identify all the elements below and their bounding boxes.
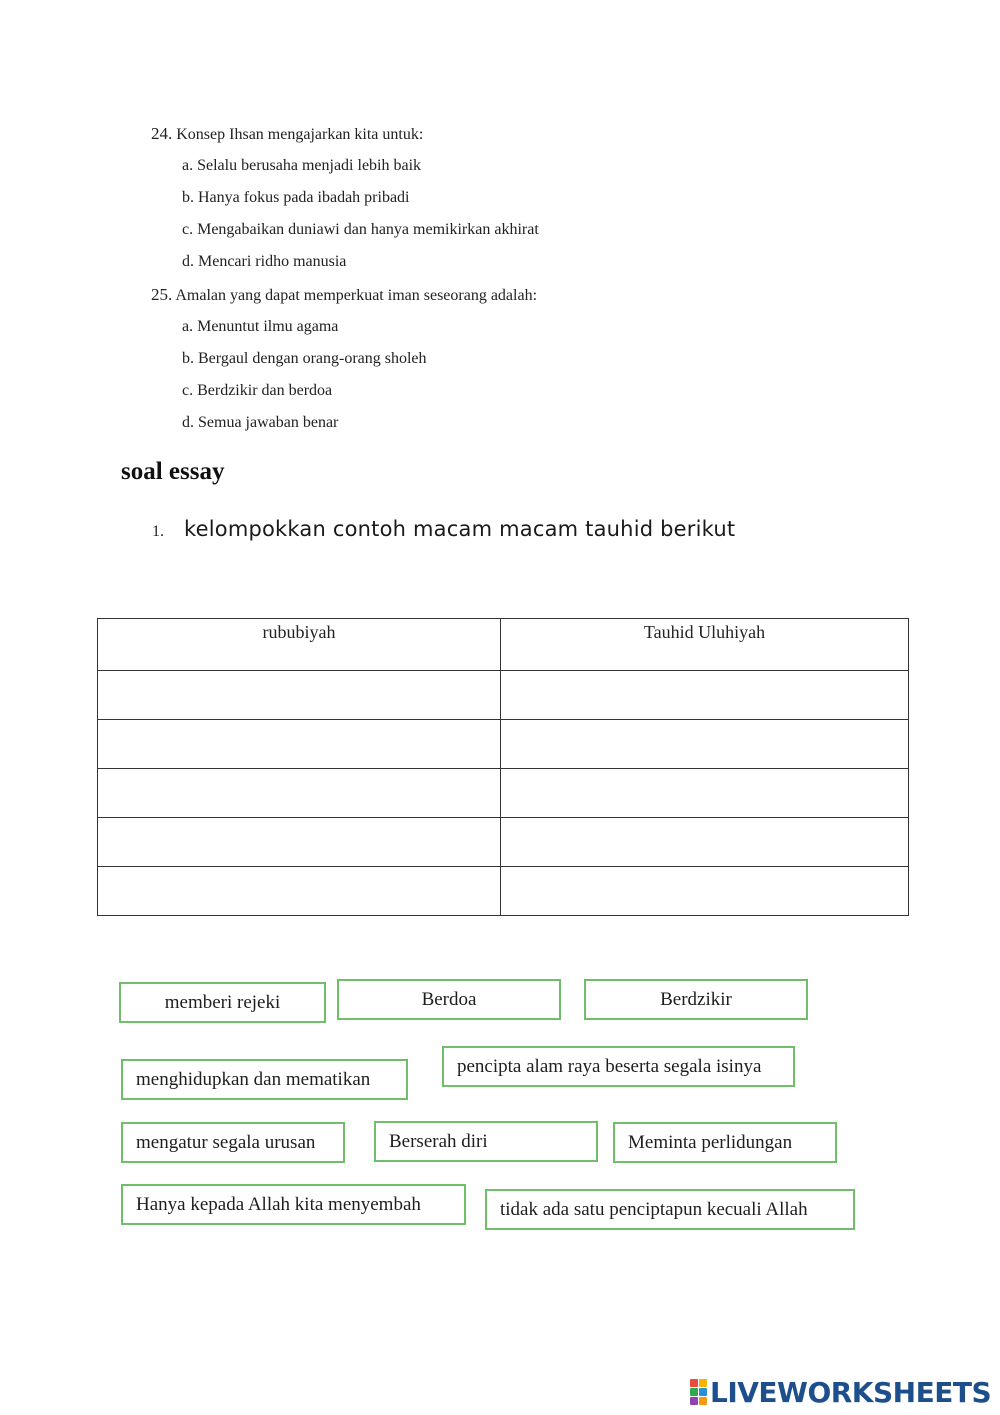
table-row bbox=[98, 818, 909, 867]
option-25-c: c. Berdzikir dan berdoa bbox=[182, 382, 333, 399]
drop-cell-rububiyah[interactable] bbox=[98, 818, 501, 867]
drag-chip-mengatur[interactable] bbox=[121, 1122, 345, 1163]
column-header-rububiyah: rububiyah bbox=[98, 619, 501, 671]
chip-label: Hanya kepada Allah kita menyembah bbox=[136, 1194, 421, 1215]
table-row bbox=[98, 671, 909, 720]
drag-chip-menyembah[interactable] bbox=[121, 1184, 466, 1225]
chip-label: menghidupkan dan mematikan bbox=[136, 1069, 371, 1090]
drop-cell-uluhiyah[interactable] bbox=[501, 720, 909, 769]
drag-chip-berserah-diri[interactable] bbox=[374, 1121, 598, 1162]
option-25-b: b. Bergaul dengan orang-orang sholeh bbox=[182, 350, 427, 367]
drag-chip-memberi-rejeki[interactable] bbox=[119, 982, 326, 1023]
option-24-a: a. Selalu berusaha menjadi lebih baik bbox=[182, 157, 422, 174]
question-24 bbox=[151, 124, 423, 145]
essay-question-1 bbox=[152, 517, 735, 541]
logo-tile bbox=[699, 1388, 707, 1396]
question-text: Konsep Ihsan mengajarkan kita untuk: bbox=[176, 126, 424, 143]
chip-label: mengatur segala urusan bbox=[136, 1132, 316, 1153]
chip-label: Berdoa bbox=[421, 989, 477, 1010]
chip-label: memberi rejeki bbox=[164, 992, 281, 1013]
drop-cell-rububiyah[interactable] bbox=[98, 720, 501, 769]
option-24-c: c. Mengabaikan duniawi dan hanya memikirkan akhirat bbox=[182, 221, 539, 238]
essay-text: kelompokkan contoh macam macam tauhid berikut bbox=[184, 517, 736, 541]
drag-chip-tidak-ada-pencipta[interactable] bbox=[485, 1189, 855, 1230]
chip-label: Berdzikir bbox=[660, 989, 732, 1010]
drag-chip-meminta-perlindungan[interactable] bbox=[613, 1122, 837, 1163]
table-row bbox=[98, 769, 909, 818]
table-row bbox=[98, 867, 909, 916]
question-number: 24. bbox=[151, 124, 173, 143]
drop-cell-rububiyah[interactable] bbox=[98, 769, 501, 818]
logo-tile bbox=[699, 1397, 707, 1405]
question-text: Amalan yang dapat memperkuat iman seseorang adalah: bbox=[175, 287, 538, 304]
logo-tile bbox=[690, 1379, 698, 1387]
option-25-a: a. Menuntut ilmu agama bbox=[182, 318, 339, 335]
drag-chip-pencipta-alam[interactable] bbox=[442, 1046, 795, 1087]
drop-cell-rububiyah[interactable] bbox=[98, 671, 501, 720]
liveworksheets-logo bbox=[690, 1376, 991, 1408]
logo-tile bbox=[699, 1379, 707, 1387]
drop-cell-uluhiyah[interactable] bbox=[501, 867, 909, 916]
option-25-d: d. Semua jawaban benar bbox=[182, 414, 339, 431]
essay-number: 1. bbox=[152, 523, 164, 540]
drop-cell-rububiyah[interactable] bbox=[98, 867, 501, 916]
option-24-d: d. Mencari ridho manusia bbox=[182, 253, 347, 270]
drop-cell-uluhiyah[interactable] bbox=[501, 818, 909, 867]
logo-icon bbox=[690, 1379, 707, 1405]
logo-text: LIVEWORKSHEETS bbox=[710, 1375, 992, 1409]
grouping-table bbox=[97, 618, 909, 916]
drag-chip-menghidupkan[interactable] bbox=[121, 1059, 408, 1100]
question-number: 25. bbox=[151, 285, 173, 304]
logo-tile bbox=[690, 1397, 698, 1405]
chip-label: tidak ada satu penciptapun kecuali Allah bbox=[500, 1199, 808, 1220]
logo-tile bbox=[690, 1388, 698, 1396]
chip-label: pencipta alam raya beserta segala isinya bbox=[457, 1056, 762, 1077]
chip-label: Meminta perlidungan bbox=[628, 1132, 793, 1153]
section-title: soal essay bbox=[121, 458, 225, 485]
table-row bbox=[98, 720, 909, 769]
question-25 bbox=[151, 285, 537, 306]
chip-label: Berserah diri bbox=[389, 1131, 488, 1152]
drag-chip-berdoa[interactable] bbox=[337, 979, 561, 1020]
table-header-row bbox=[98, 619, 909, 671]
column-header-uluhiyah: Tauhid Uluhiyah bbox=[501, 619, 909, 671]
option-24-b: b. Hanya fokus pada ibadah pribadi bbox=[182, 189, 410, 206]
drag-chip-berdzikir[interactable] bbox=[584, 979, 808, 1020]
drop-cell-uluhiyah[interactable] bbox=[501, 671, 909, 720]
drop-cell-uluhiyah[interactable] bbox=[501, 769, 909, 818]
